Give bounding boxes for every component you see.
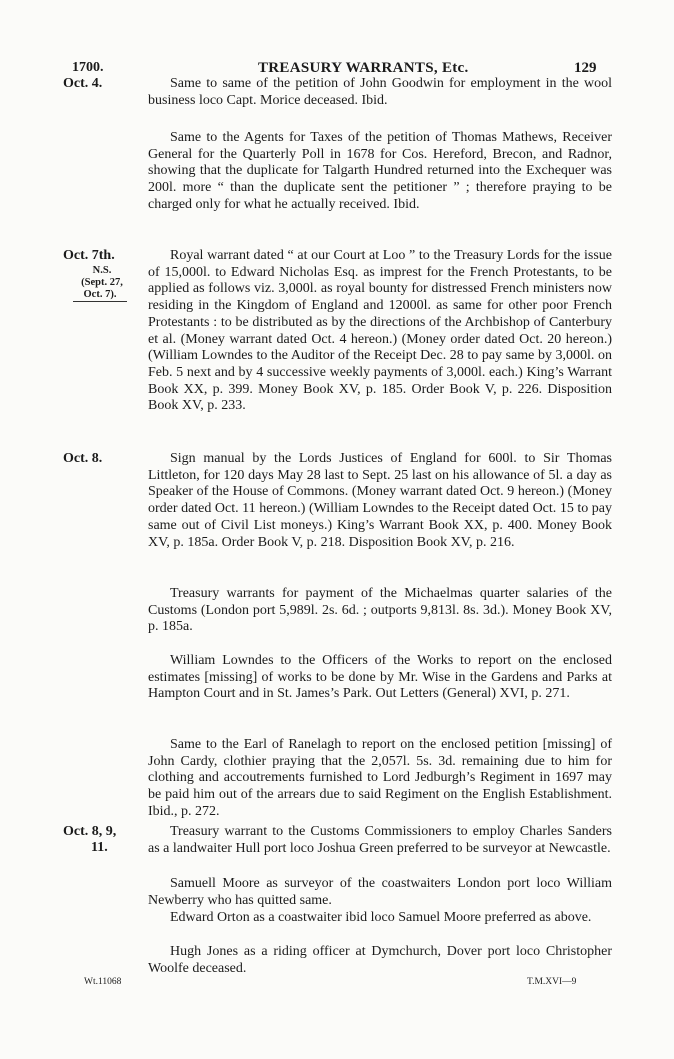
footer-signature: T.M.XVI—9 — [527, 977, 577, 987]
entry-jones: Hugh Jones as a riding officer at Dymchurch, Dover port loco Christopher Woolfe deceased. — [148, 944, 612, 976]
date-oct-8-9-11 — [63, 824, 141, 856]
entry-ranelagh: Same to the Earl of Ranelagh to report on the enclosed petition [missing] of John Cardy, clothier praying that the 2,057l. 5s. 3d. remaining due to him for clothing and accoutrements furnished to Lord Jedburgh’s Regiment in 1697 may be paid him out of the arrears due to said Regiment on the English Establishment. Ibid., p. 272. — [148, 737, 612, 819]
page-number: 129 — [574, 60, 597, 76]
date-oct-7-main: Oct. 7th. — [63, 248, 115, 263]
date-os-1: (Sept. 27, — [81, 277, 123, 288]
entry-sanders: Treasury warrant to the Customs Commissioners to employ Charles Sanders as a landwaiter Hull port loco Joshua Green preferred to be surveyor at Newcastle. — [148, 824, 612, 856]
running-header: TREASURY WARRANTS, Etc. — [258, 60, 469, 76]
entry-orton: Edward Orton as a coastwaiter ibid loco Samuel Moore preferred as above. — [170, 910, 592, 925]
entry-sign-manual: Sign manual by the Lords Justices of England for 600l. to Sir Thomas Littleton, for 120 days May 28 last to Sept. 25 last on his allowance of 5l. a day as Speaker of the House of Commons. (Money warrant dated Oct. 9 hereon.) (Money order dated Oct. 11 hereon.) (William Lowndes to the Receipt dated Oct. 15 to pay same out of Civil List moneys.) King’s Warrant Book XX, p. 400. Money Book XV, p. 185a. Order Book V, p. 218. Disposition Book XV, p. 216. — [148, 451, 612, 550]
entry-moore: Samuell Moore as surveyor of the coastwaiters London port loco William Newberry who has quitted same. — [148, 876, 612, 908]
footer-print-number: Wt.11068 — [84, 977, 122, 987]
entry-works: William Lowndes to the Officers of the Works to report on the enclosed estimates [missing] of works to be done by Mr. Wise in the Gardens and Parks at Hampton Court and in St. James’s Park. Out Letters (General) XVI, p. 271. — [148, 653, 612, 702]
date-11: 11. — [91, 840, 108, 855]
entry-goodwin: Same to same of the petition of John Goodwin for employment in the wool business loco Capt. Morice deceased. Ibid. — [148, 76, 612, 108]
date-oct-8-9: Oct. 8, 9, — [63, 824, 117, 839]
date-oct-4: Oct. 4. — [63, 76, 103, 91]
entry-michaelmas: Treasury warrants for payment of the Michaelmas quarter salaries of the Customs (London port 5,989l. 2s. 6d. ; outports 9,813l. 8s. 3d.). Money Book XV, p. 185a. — [148, 586, 612, 635]
date-ns: N.S. — [92, 265, 112, 276]
entry-royal-warrant: Royal warrant dated “ at our Court at Loo ” to the Treasury Lords for the issue of 15,000l. to Edward Nicholas Esq. as imprest for the French Protestants, to be applied as follows viz. 3,000l. as royal bounty for distressed French ministers now residing in the Kingdom of England and 12000l. as same for other poor French Protestants : to be distributed as by the directions of the Archbishop of Canterbury et al. (Money warrant dated Oct. 4 hereon.) (Money order dated Oct. 20 hereon.) (William Lowndes to the Auditor of the Receipt Dec. 28 to pay same by 3,000l. on Feb. 5 next and by 4 successive weekly payments of 3,000l. each.) King’s Warrant Book XX, p. 399. Money Book XV, p. 185. Order Book V, p. 226. Disposition Book XV, p. 233. — [148, 248, 612, 414]
entry-mathews: Same to the Agents for Taxes of the petition of Thomas Mathews, Receiver General for the Quarterly Poll in 1678 for Cos. Hereford, Brecon, and Radnor, showing that the duplicate for Talgarth Hundred returned into the Exchequer was 200l. more “ than the duplicate sent the petitioner ” ; therefore praying to be charged only for what he actually received. Ibid. — [148, 130, 612, 212]
date-oct-8: Oct. 8. — [63, 451, 103, 466]
year-heading: 1700. — [72, 60, 104, 75]
date-os-2: Oct. 7). — [73, 289, 127, 302]
date-oct-7 — [63, 248, 141, 302]
